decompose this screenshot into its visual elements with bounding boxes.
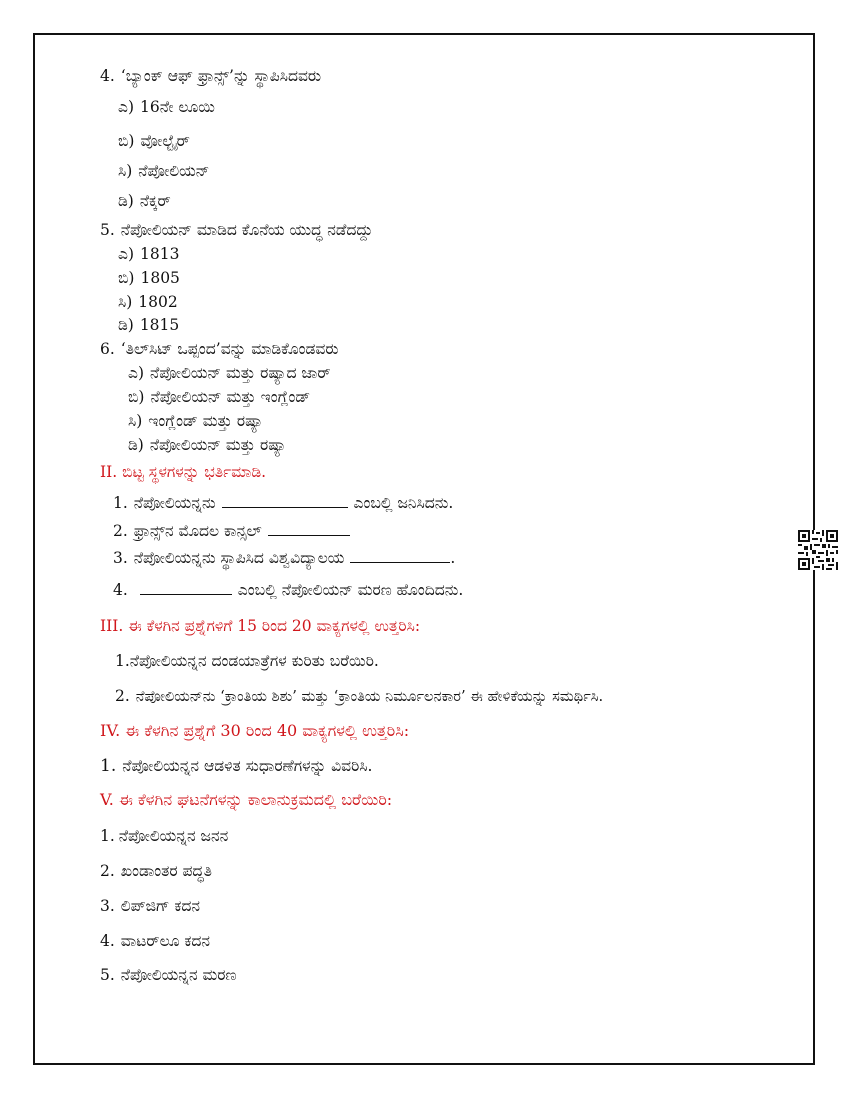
section-number: IV. — [100, 721, 121, 740]
fill-blank-item — [113, 521, 356, 541]
option-label: ಬಿ) — [118, 132, 135, 150]
option-text: ನೆಪೋಲಿಯನ್ ಮತ್ತು ರಷ್ಯಾದ ಜಾರ್ — [150, 364, 331, 382]
item-text: ನೆಪೋಲಿಯನ್ನನ ಆಡಳಿತ ಸುಧಾರಣೆಗಳನ್ನು ವಿವರಿಸಿ. — [122, 757, 373, 775]
item-text: ನೆಪೋಲಿಯನ್ನನ ಜನನ — [118, 827, 229, 845]
option — [118, 292, 178, 312]
item-number: 3. — [113, 549, 128, 567]
question-number: 5. — [100, 221, 115, 239]
section-number: III. — [100, 617, 124, 635]
option-text: ನೆಪೋಲಿಯನ್ — [138, 162, 210, 180]
item-text: ನೆಪೋಲಿಯನ್ನನು ಸ್ಥಾಪಿಸಿದ ವಿಶ್ವವಿದ್ಯಾಲಯ — [133, 549, 345, 567]
item-number: 1. — [113, 494, 128, 512]
option-label: ಎ) — [118, 245, 134, 263]
long-answer-item — [115, 651, 379, 671]
long-answer-item — [115, 686, 603, 707]
option — [118, 315, 179, 335]
fill-blank-item — [113, 580, 463, 600]
option-text: 1813 — [140, 245, 180, 263]
option — [128, 435, 286, 455]
item-text: ವಾಟರ್‌ಲೂ ಕದನ — [120, 932, 211, 950]
essay-item — [100, 756, 372, 776]
option-text: 1805 — [140, 269, 180, 287]
option — [128, 387, 310, 407]
item-text: ನೆಪೋಲಿಯನ್‌ನು ‘ಕ್ರಾಂತಿಯ ಶಿಶು’ ಮತ್ತು ‘ಕ್ರಾಂತಿಯ ನಿರ್ಮೂಲನಕಾರ’ ಈ ಹೇಳಿಕೆಯನ್ನು ಸಮರ್ಥಿಸಿ. — [135, 688, 604, 705]
item-text: ನೆಪೋಲಿಯನ್ನನ ಮರಣ — [120, 966, 237, 984]
question-text: ‘ತಿಲ್‌ಸಿಟ್ ಒಪ್ಪಂದ’ವನ್ನು ಮಾಡಿಕೊಂಡವರು — [120, 340, 339, 358]
item-number: 2. — [100, 862, 115, 880]
item-number: 1. — [115, 652, 130, 670]
section-number: II. — [100, 463, 118, 481]
option — [118, 268, 180, 288]
section-2-heading — [100, 462, 266, 482]
option-label: ಡಿ) — [118, 192, 134, 210]
option — [128, 363, 331, 383]
option-text: ವೋಲ್ಟೈರ್ — [140, 132, 190, 150]
option — [118, 131, 190, 151]
option-label: ಡಿ) — [128, 436, 144, 454]
option-label: ಎ) — [128, 364, 144, 382]
question-6 — [100, 339, 339, 359]
section-title: ಬಿಟ್ಟ ಸ್ಥಳಗಳನ್ನು ಭರ್ತಿಮಾಡಿ. — [122, 463, 267, 481]
question-number: 4. — [100, 67, 115, 85]
chronology-item — [100, 965, 236, 985]
option-text: 16ನೇ ಲೂಯಿ — [140, 98, 215, 116]
item-text: ಖಂಡಾಂತರ ಪದ್ಧತಿ — [120, 862, 212, 880]
chronology-item — [100, 931, 210, 951]
option-label: ಸಿ) — [118, 293, 133, 311]
item-number: 2. — [115, 687, 130, 705]
option-text: 1815 — [139, 316, 180, 334]
answer-blank[interactable] — [268, 523, 350, 536]
option — [118, 97, 215, 117]
qr-code-icon — [798, 530, 838, 570]
answer-blank[interactable] — [222, 495, 348, 508]
item-number: 4. — [100, 932, 115, 950]
answer-blank[interactable] — [140, 582, 232, 595]
option-label: ಡಿ) — [118, 316, 134, 334]
chronology-item — [100, 896, 200, 916]
section-title: ಈ ಕೆಳಗಿನ ಪ್ರಶ್ನೆಗಳಿಗೆ 15 ರಿಂದ 20 ವಾಕ್ಯಗಳಲ್ಲಿ ಉತ್ತರಿಸಿ: — [128, 617, 421, 635]
item-text: ಲಿಪ್‌ಜಿಗ್ ಕದನ — [120, 897, 200, 915]
item-text: ಎಂಬಲ್ಲಿ ನೆಪೋಲಿಯನ್ ಮರಣ ಹೊಂದಿದನು. — [237, 581, 464, 599]
item-number: 1. — [100, 756, 117, 776]
option — [118, 161, 209, 181]
option — [118, 244, 179, 264]
section-title: ಈ ಕೆಳಗಿನ ಪ್ರಶ್ನೆಗೆ 30 ರಿಂದ 40 ವಾಕ್ಯಗಳಲ್ಲಿ ಉತ್ತರಿಸಿ: — [125, 721, 410, 740]
item-number: 4. — [113, 581, 128, 599]
option-label: ಸಿ) — [128, 412, 143, 430]
fill-blank-item — [113, 493, 453, 513]
option-label: ಬಿ) — [128, 388, 145, 406]
question-5 — [100, 220, 373, 240]
item-text: ಎಂಬಲ್ಲಿ ಜನಿಸಿದನು. — [353, 494, 454, 512]
section-3-heading — [100, 616, 420, 636]
option-label: ಸಿ) — [118, 162, 133, 180]
section-4-heading — [100, 721, 409, 741]
option-text: ನೆಪೋಲಿಯನ್ ಮತ್ತು ಇಂಗ್ಲೆಂಡ್ — [150, 388, 311, 406]
option-label: ಬಿ) — [118, 269, 135, 287]
option — [128, 411, 263, 431]
option-label: ಎ) — [118, 98, 134, 116]
option-text: ನೆಪೋಲಿಯನ್ ಮತ್ತು ರಷ್ಯಾ — [149, 436, 287, 454]
fill-blank-item — [113, 548, 455, 568]
item-number: 2. — [113, 522, 128, 540]
chronology-item — [100, 826, 228, 846]
item-number: 5. — [100, 966, 115, 984]
option-text: ನೆಕ್ಕರ್ — [139, 192, 171, 210]
section-title: ಈ ಕೆಳಗಿನ ಘಟನೆಗಳನ್ನು ಕಾಲಾನುಕ್ರಮದಲ್ಲಿ ಬರೆಯಿರಿ: — [118, 790, 393, 809]
item-text: ಫ್ರಾನ್ಸ್‌ನ ಮೊದಲ ಕಾನ್ಸಲ್ — [133, 522, 262, 540]
item-number: 1. — [100, 827, 115, 845]
item-text: . — [450, 549, 456, 567]
question-text: ‘ಬ್ಯಾಂಕ್ ಆಫ್ ಫ್ರಾನ್ಸ್’ನ್ನು ಸ್ಥಾಪಿಸಿದವರು — [120, 67, 322, 85]
item-number: 3. — [100, 897, 115, 915]
item-text: ನೆಪೋಲಿಯನ್ನನು — [133, 494, 216, 512]
option-text: 1802 — [138, 293, 178, 311]
option-text: ಇಂಗ್ಲೆಂಡ್ ಮತ್ತು ರಷ್ಯಾ — [148, 412, 264, 430]
section-number: V. — [100, 790, 114, 809]
question-text: ನೆಪೋಲಿಯನ್ ಮಾಡಿದ ಕೊನೆಯ ಯುದ್ಧ ನಡೆದದ್ದು — [120, 221, 373, 239]
chronology-item — [100, 861, 212, 881]
question-number: 6. — [100, 340, 115, 358]
answer-blank[interactable] — [350, 550, 450, 563]
option — [118, 191, 171, 211]
question-4 — [100, 66, 321, 86]
section-5-heading — [100, 790, 392, 810]
item-text: ನೆಪೋಲಿಯನ್ನನ ದಂಡಯಾತ್ರೆಗಳ ಕುರಿತು ಬರೆಯಿರಿ. — [129, 652, 379, 670]
